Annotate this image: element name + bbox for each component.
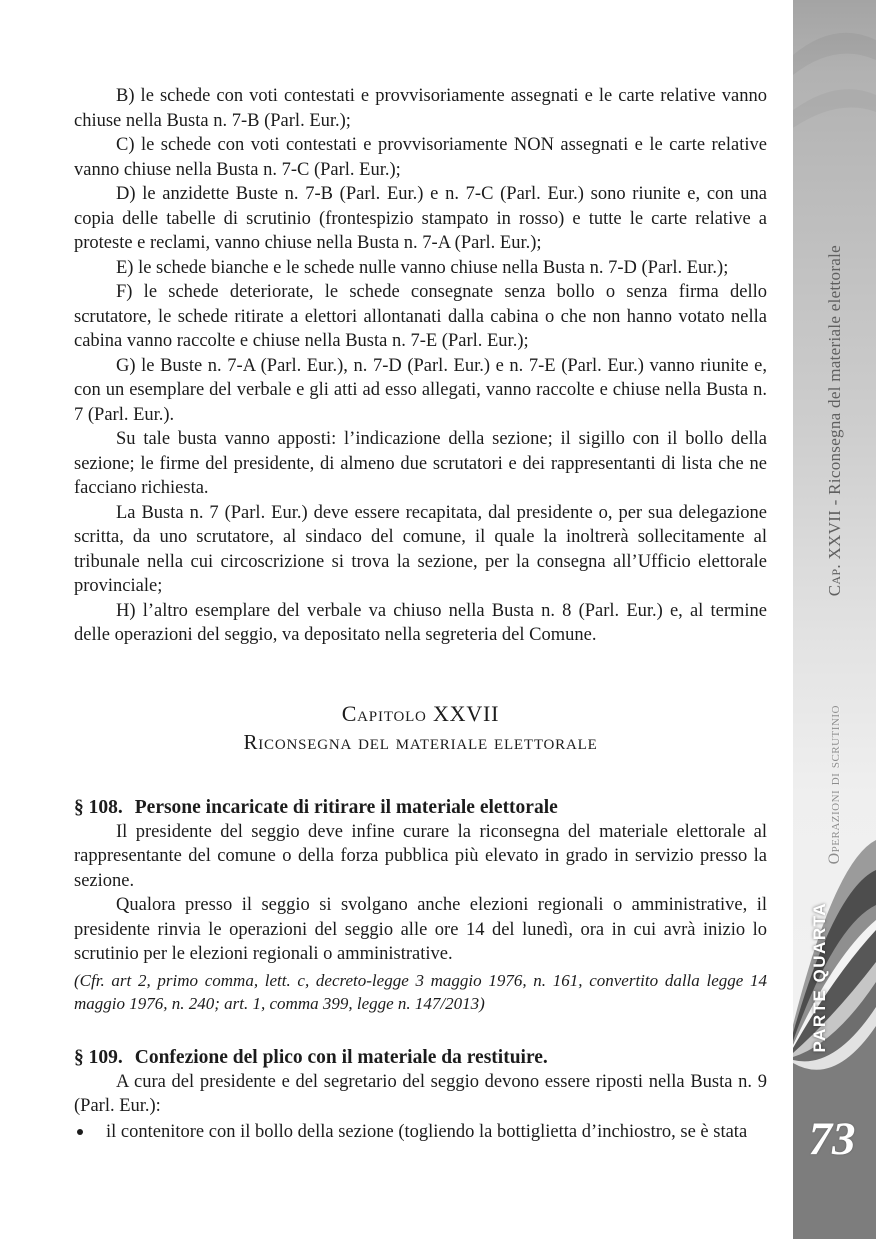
paragraph-su-tale-busta: Su tale busta vanno apposti: l’indicazione della sezione; il sigillo con il bollo della sezione; le firme del presidente, di almeno due scrutatori e dei rappresentanti di lista che ne facciano richiesta.	[74, 429, 767, 498]
section-109-paragraph-1: A cura del presidente e del segretario del seggio devono essere riposti nella Busta n. 9 (Parl. Eur.):	[74, 1071, 767, 1116]
chapter-title-line2: Riconsegna del materiale elettorale	[243, 729, 598, 754]
paragraph-item-e: E) le schede bianche e le schede nulle vanno chiuse nella Busta n. 7-D (Parl. Eur.);	[116, 257, 729, 278]
top-swirl-decoration-graphic	[793, 0, 876, 170]
chapter-tab-rest: - Riconsegna del materiale elettorale	[824, 245, 844, 511]
chapter-tab-prefix: Cap. XXVII	[824, 510, 844, 597]
section-tab-label: Operazioni di scrutinio	[825, 705, 843, 865]
section-109-heading	[74, 1046, 767, 1070]
section-108-number: § 108.	[74, 796, 123, 818]
paragraph-item-h: H) l’altro esemplare del verbale va chiuso nella Busta n. 8 (Parl. Eur.) e, al termine delle operazioni del seggio, va depositato nella segreteria del Comune.	[74, 600, 767, 645]
section-108-heading	[74, 796, 767, 820]
chapter-heading	[74, 700, 767, 756]
chapter-tab	[793, 238, 876, 604]
sidebar	[793, 0, 876, 1239]
bullet-list	[74, 1120, 767, 1145]
paragraph-item-c: C) le schede con voti contestati e provvisoriamente NON assegnati e le carte relative vanno chiuse nella Busta n. 7-C (Parl. Eur.);	[74, 135, 767, 180]
section-tab	[793, 705, 876, 865]
list-item-text: il contenitore con il bollo della sezione (togliendo la bottiglietta d’inchiostro, se è stata	[106, 1121, 748, 1142]
part-tab-label: PARTE QUARTA	[810, 901, 829, 1053]
page-number: 73	[808, 1113, 856, 1165]
legal-citation: (Cfr. art 2, primo comma, lett. c, decreto-legge 3 maggio 1976, n. 161, convertito dalla legge 14 maggio 1976, n. 240; art. 1, comma 399, legge n. 147/2013)	[74, 970, 767, 1013]
list-item	[74, 1120, 767, 1145]
section-108-title: Persone incaricate di ritirare il materiale elettorale	[134, 796, 558, 818]
section-109-title: Confezione del plico con il materiale da restituire.	[134, 1046, 548, 1068]
paragraph-item-d: D) le anzidette Buste n. 7-B (Parl. Eur.) e n. 7-C (Parl. Eur.) sono riunite e, con una copia delle tabelle di scrutinio (frontespizio stampato in rosso) e tutte le carte relative a proteste e reclami, vanno chiuse nella Busta n. 7-A (Parl. Eur.);	[74, 184, 767, 253]
body-text-column	[74, 84, 767, 1144]
bullet-dot-icon	[77, 1129, 83, 1135]
section-109-number: § 109.	[74, 1046, 123, 1068]
paragraph-item-b: B) le schede con voti contestati e provvisoriamente assegnati e le carte relative vanno chiuse nella Busta n. 7-B (Parl. Eur.);	[74, 86, 767, 131]
part-tab	[793, 886, 847, 1068]
paragraph-la-busta-7: La Busta n. 7 (Parl. Eur.) deve essere recapitata, dal presidente o, per sua delegazione scritta, da uno scrutatore, al sindaco del comune, il quale la inoltrerà sollecitamente al tribunale nella cui circoscrizione si trova la sezione, per la consegna all’Ufficio elettorale provinciale;	[74, 502, 767, 596]
paragraph-item-g: G) le Buste n. 7-A (Parl. Eur.), n. 7-D (Parl. Eur.) e n. 7-E (Parl. Eur.) vanno riunite e, con un esemplare del verbale e gli atti ad esso allegati, vanno raccolte e chiuse nella Busta n. 7 (Parl. Eur.).	[74, 355, 767, 425]
paragraph-item-f: F) le schede deteriorate, le schede consegnate senza bollo o senza firma dello scrutatore, le schede ritirate a elettori allontanati dalla cabina o che non hanno votato nella cabina vanno raccolte e chiuse nella Busta n. 7-E (Parl. Eur.);	[74, 282, 767, 351]
chapter-title-line1: Capitolo XXVII	[341, 700, 500, 726]
section-108-paragraph-2: Qualora presso il seggio si svolgano anche elezioni regionali o amministrative, il presidente rinvia le operazioni del seggio alle ore 14 del lunedì, ora in cui avrà inizio lo scrutinio per le elezioni regionali o amministrative.	[74, 895, 767, 964]
section-108-paragraph-1: Il presidente del seggio deve infine curare la riconsegna del materiale elettorale al rappresentante del comune o della forza pubblica più elevato in grado in servizio presso la sezione.	[74, 821, 767, 891]
